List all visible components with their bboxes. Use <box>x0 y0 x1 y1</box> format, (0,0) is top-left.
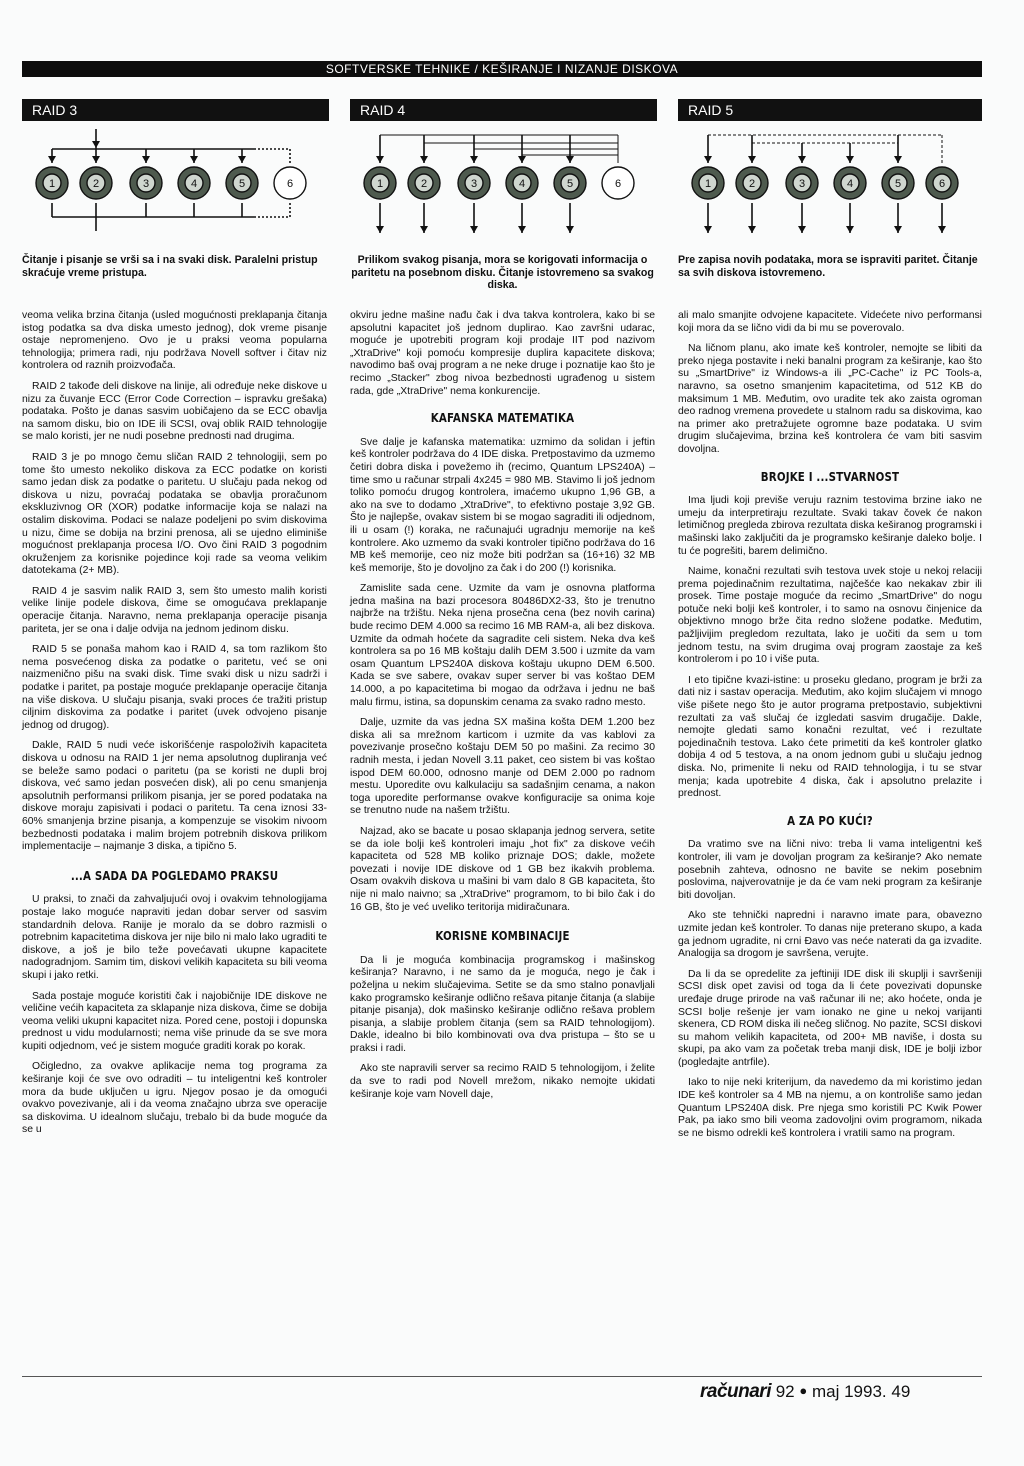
paragraph: RAID 4 je sasvim nalik RAID 3, sem što umesto malih koristi velike linije podele diskova, čime se omogućava preklapanje operacije čitanja. Naravno, nema preklapanja operacije pisanja pariteta, jer se ona i dalje odvija na jednom jedinom disku. <box>22 585 327 635</box>
paragraph: Dakle, RAID 5 nudi veće iskorišćenje raspoloživih kapaciteta diskova u odnosu na RAID 1 jer nema apsolutnog dupliranja već se beleže samo podaci o paritetu (pa se koristi ne dupli broj diskova, već samo jedan posvećen disk), ali po cenu smanjenja apsolutnih performansi prilikom pisanja, jer se pored podataka na diskove moraju zapisivati i podaci o paritetu. Ta cena iznosi 33-60% smanjenja brzine pisanja, a kompenzuje se visokim nivoom bezbednosti podataka i malim brojem potrebnih diskova prilikom implementacije – najmanje 3 diska, a tipično 5. <box>22 740 327 853</box>
raid3-title: RAID 3 <box>22 99 329 121</box>
paragraph: Dalje, uzmite da vas jedna SX mašina košta DEM 1.200 bez diska ali sa mrežnom karticom i uzmite da vas kablovi za povezivanje prosečno koštaju DEM 50 po mašini. Za recimo 30 radnih mesta, i jedan Novell 3.11 paket, ceo sistem bi vas koštao ispod DEM 60.000, odnosno manje od DEM 2.000 po radnom mestu. Uporedite ovu kalkulaciju sa sadašnjim cenama, a nakon toga uporedite performanse ovakve konfiguracije sa onima koje se trenutno nude na našem tržištu. <box>350 717 655 817</box>
paragraph: U praksi, to znači da zahvaljujući ovoj i ovakvim tehnologijama postaje lako moguće napraviti jedan dobar server od sasvim standardnih delova. Ranije je moralo da se dobro razmisli o potrebnim kapacitetima diskova jer nije bilo ni malo lako ugraditi te diskove, a još je bilo teže povećavati ukupne kapacitete nadogradnjom. Samim tim, diskovi velikih kapaciteta su bili veoma skupi i jako retki. <box>22 894 327 981</box>
disk-label: 3 <box>470 178 478 190</box>
disk-label: 2 <box>420 178 428 190</box>
paragraph: Na ličnom planu, ako imate keš kontroler, nemojte se libiti da preko njega postavite i neki banalni program za keširanje, kao što su „SmartDrive" iz Windows-a ili „PC-Cache" iz PC Tools-a, naravno, sa osetno smanjenim kapacitetima, od 512 KB do maksimum 1 MB. Međutim, ovo uradite tek ako zaista ogroman deo radnog vremena provedete u stalnom radu sa diskovima, kao na primer ako pretražujete ogromne baze podataka. U svim drugim slučajevima, brzina keš kontrolera će vam biti sasvim dovoljna. <box>678 343 982 455</box>
paragraph: I eto tipične kvazi-istine: u proseku gledano, program je brži za dati niz i sastav operacija. Međutim, ako kojim slučajem vi mnogo više pišete nego što je autor programa pretpostavio, subjektivni rezultati za vaš slučaj će izgledati sasvim drugačije. Dakle, nemojte gledati samo konačni rezultat, već i rezultate pojedinačnih testova. Lako ćete primetiti da keš kontroler glatko dobija 4 od 5 testova, a na onom jednom gubi u slučaju jednog diska. No, primenite li neku od RAID tehnologija, i tu se stvar menja; kada upotrebite 4 diska, čak i apsolutno prelazite i prednost. <box>678 674 982 800</box>
paragraph: okviru jedne mašine nađu čak i dva takva kontrolera, kako bi se apsolutni kapacitet još jednom duplirao. Kao završni udarac, moguće je upotrebiti program koji prodaje IIT pod nazivom „XtraDrive" koji pomoću kompresije duplira kapacitete diskova; navodimo baš ovaj program a ne neke druge i poznatije kao što je recimo „Stacker" zbog nivoa bezbednosti ugrađenog u sistem rada, gde „XtraDrive" nema konkurencije. <box>350 310 655 397</box>
paragraph: Ako ste tehnički napredni i naravno imate para, obavezno uzmite jedan keš kontroler. To danas nije preterano skupo, a kada ga jednom ugradite, ni crni Đavo vas neće naterati da ga izvadite. Analogija sa drogom je savršena, verujte. <box>678 910 982 960</box>
paragraph: veoma velika brzina čitanja (usled mogućnosti preklapanja čitanja istog podatka sa dva diska umesto jednog), dok vreme pisanje ostaje nepromenjeno. Ovo je u praksi veoma popularna tehnologija; primera radi, nju podržava Novell softver i čitav niz kontrolera od raznih proizvođača. <box>22 310 327 372</box>
disk-label: 6 <box>286 178 294 190</box>
raid3-diagram <box>22 121 329 241</box>
raid4-diagram <box>350 121 657 241</box>
paragraph: Iako to nije neki kriterijum, da navedemo da mi koristimo jedan IDE keš kontroler sa 4 MB na njemu, a on kontroliše samo jedan Quantum LPS240A disk. Pre njega smo koristili PC Kwik Power Pak, pa iako smo bili veoma zadovoljni ovim programom, nikada se ne bismo odrekli keš kontrolera i vratili samo na program. <box>678 1077 982 1139</box>
raid3-caption: Čitanje i pisanje se vrši sa i na svaki disk. Paralelni pristup skraćuje vreme pristupa. <box>22 254 318 279</box>
section-heading: ...A SADA DA POGLEDAMO PRAKSU <box>70 867 279 883</box>
section-title: SOFTVERSKE TEHNIKE / KEŠIRANJE I NIZANJE DISKOVA <box>22 61 982 77</box>
disk-label: 5 <box>894 178 902 190</box>
disk-label: 1 <box>704 178 712 190</box>
raid5-title: RAID 5 <box>678 99 982 121</box>
raid5-panel <box>678 99 982 241</box>
disk-label: 5 <box>566 178 574 190</box>
raid5-diagram <box>678 121 982 241</box>
section-heading: KORISNE KOMBINACIJE <box>435 928 570 944</box>
paragraph: Zamislite sada cene. Uzmite da vam je osnovna platforma jedna mašina na bazi procesora 80486DX2-33, što je trenutno najbrže na tržištu. Neka njena prosečna cena (bez novih carina) bude recimo DEM 4.000 sa recimo 16 MB RAM-a, ali bez diskova. Uzmite da odmah hoćete da sagradite celi sistem. Neka dva keš kontrolera sa po 16 MB koštaju dalih DEM 3.500 i uzmite da vam osam Quantum LPS240A diskova koštaju ukupno DEM 6.500. Kada se sve sabere, ovakav super server bi vas koštao DEM 14.000, a po kapacitetima bi mogao da održava i jednu ne baš malu firmu, istina, sa dopunskim cenama za svako radno mesto. <box>350 583 655 708</box>
disk-label: 1 <box>376 178 384 190</box>
paragraph: Sve dalje je kafanska matematika: uzmimo da solidan i jeftin keš kontroler podržava do 4 IDE diska. Pretpostavimo da uzmemo četiri dobra diska i povežemo ih (recimo, Quantum LPS240A) – time smo u računar strpali 4x245 = 980 MB. Stavimo li još jednom toliko pomoću drugog kontrolera, imaćemo ukupno 1,96 GB, a ako na sve to dodamo „XtraDrive", to efektivno postaje 3,92 GB. Što je najlepše, ovakav sistem bi se mogao sagraditi ili odjednom, ili u osam (!) koraka, ne računajući ugradnju memorije na keš kontrolere. Ako uzmemo da svaki kontroler tipično podržava do 16 MB keš memorije, ceo niz može biti podržan sa (16+16) 32 MB keš memorije, što je dovoljno za čak i do 200 (!) korisnika. <box>350 436 655 574</box>
paragraph: RAID 2 takođe deli diskove na linije, ali određuje neke diskove u nizu za čuvanje ECC (Error Code Correction – ispravku grešaka) podataka. Pošto je danas sasvim uobičajeno da se ECC obavlja na samom disku, bio on IDE ili SCSI, ovaj oblik RAID tehnologije se malo koristi, jer ne nudi posebne prednosti nad drugima. <box>22 380 327 443</box>
paragraph: RAID 3 je po mnogo čemu sličan RAID 2 tehnologiji, sem po tome što umesto nekoliko diskova za ECC podatke on koristi samo jedan disk za podatke o paritetu. U slučaju pada nekog od diskova u nizu, povraćaj podataka se obavlja proračunom ekskluzivnog OR (XOR) podatke informacije koja se nalazi na ostalim diskovima. Podaci se nalaze podeljeni po svim diskovima u nizu, čime se dobija na brzini prenosa, ali se ujedno eliminiše mogućnost preklapanja procesa I/O. Ovo čini RAID 3 pogodnim okruženjem za korisnike pojedince koji rade sa veoma velikim datotekama (2+ MB). <box>22 451 327 577</box>
disk-label: 4 <box>190 178 198 190</box>
disk-label: 3 <box>798 178 806 190</box>
paragraph: Da li je moguća kombinacija programskog i mašinskog keširanja? Naravno, i ne samo da je moguća, nego je čak i poželjna u nekim slučajevima. Setite se da smo stalno ponavljali kako programsko keširanje odlično rešava pitanje čitanja (a slabije pitanje pisanja), dok mašinsko keširanje odlično rešava problem pisanja, a slabije problem čitanja (sem sa RAID tehnologijom). Dakle, idealno bi bilo kombinovati ova dva pristupa – što se u praksi i radi. <box>350 954 655 1054</box>
raid4-title: RAID 4 <box>350 99 657 121</box>
disk-label: 1 <box>48 178 56 190</box>
raid3-panel <box>22 99 329 241</box>
page-number: 49 <box>891 1382 911 1401</box>
disk-label: 4 <box>518 178 526 190</box>
disk-label: 3 <box>142 178 150 190</box>
disk-label: 2 <box>92 178 100 190</box>
disk-label: 6 <box>614 178 622 190</box>
article-column-1 <box>22 310 327 1145</box>
paragraph: Sada postaje moguće koristiti čak i najobičnije IDE diskove ne veličine većih kapaciteta za sklapanje niza diskova, čime se dobija veoma veliki ukupni kapacitet niza. Pored cene, postoji i dopunska prednost u vidu modularnosti; nema više prinude da se sve mora kupiti odjednom, već je sistem moguće graditi korak po korak. <box>22 990 327 1052</box>
section-heading: A ZA PO KUĆI? <box>787 812 873 828</box>
issue-date: maj 1993. <box>811 1382 887 1401</box>
disk-label: 6 <box>938 178 946 190</box>
paragraph: Da li da se opredelite za jeftiniji IDE disk ili skuplji i savršeniji SCSI disk opet zavisi od toga da li ćete povezivati dopunske uređaje druge prirode na vaš računar ili ne; ako hoćete, onda je SCSI bolje rešenje jer vam ionako ne gine u nekoj varijanti skenera, CD ROM diska ili nečeg sličnog. No pazite, SCSI diskovi su mahom velikih kapaciteta, od 200+ MB naviše, i dosta su skupi, pa ako vam za početak treba manji disk, IDE je bolji izbor (pogledajte antrfile). <box>678 968 982 1068</box>
section-heading: KAFANSKA MATEMATIKA <box>430 410 575 426</box>
article-column-2 <box>350 310 655 1109</box>
disk-label: 2 <box>748 178 756 190</box>
page-footer <box>700 1381 910 1403</box>
issue-number: 92 <box>775 1382 795 1401</box>
article-column-3 <box>678 310 982 1148</box>
disk-label: 4 <box>846 178 854 190</box>
paragraph: RAID 5 se ponaša mahom kao i RAID 4, sa tom razlikom što nema posvećenog diska za podatke o paritetu, već se oni naizmenično pišu na svaki disk. Time svaki disk u nizu sadrži i podatke i paritet, pa postaje moguće preklapanje operacije čitanja na više diskova. U slučaju pisanja, svaki proces će tražiti pristup ciljnim diskovima za podatke i paritet (uvek odvojeno pisanje jednog od drugog). <box>22 644 327 731</box>
paragraph: ali malo smanjite odvojene kapacitete. Videćete nivo performansi koji mora da se lično vidi da bi mu se poverovalo. <box>678 310 982 334</box>
bullet-icon: ● <box>799 1383 808 1398</box>
paragraph: Naime, konačni rezultati svih testova uvek stoje u nekoj relaciji prema pojedinačnim rezultatima, najčešće kao nekakav zbir ili prosek. Time postaje moguće da recimo „SmartDrive" do nogu potuče neki bolji keš kontroler, i to samo na osnovu činjenice da objektivno mnogo brže čita redno složene podatke. Međutim, pažljivijim pregledom rezultata, lako je uočiti da sem u tom jednom testu, na svim drugima ovaj program zaostaje za keš kontrolerom i po 10 i više puta. <box>678 566 982 666</box>
raid5-caption: Pre zapisa novih podataka, mora se ispraviti paritet. Čitanje sa svih diskova istovremeno. <box>678 254 978 279</box>
raid4-panel <box>350 99 657 241</box>
footer-rule <box>22 1376 982 1377</box>
paragraph: Očigledno, za ovakve aplikacije nema tog programa za keširanje koji će sve ovo odraditi – tu inteligentni keš kontroler mora da bude uključen u igru. Njegov posao je da omogući ovakvo povezivanje, ali i da veoma značajno ubrza sve operacije sa diskovima. U idealnom slučaju, trebalo bi da bude moguće da se u <box>22 1061 327 1136</box>
paragraph: Ima ljudi koji previše veruju raznim testovima brzine iako ne umeju da interpretiraju rezultate. Svaki takav čovek će nakon letimičnog pregleda zbirova rezultata diska keširanog programski i mašinski lako zaključiti da je programsko keširanje daleko bolje. I tu će pogrešiti, barem delimično. <box>678 495 982 557</box>
paragraph: Ako ste napravili server sa recimo RAID 5 tehnologijom, i želite da sve to radi pod Novell mrežom, nikako nemojte ukidati keširanje koje vam Novell daje, <box>350 1063 655 1100</box>
paragraph: Najzad, ako se bacate u posao sklapanja jednog servera, setite se da iole bolji keš kontroleri imaju „hot fix" za diskove većih kapaciteta od 528 MB koliko priznaje DOS; dakle, možete povezati i novije IDE diskove od 1 GB bez ikakvih problema. Osam ovakvih diskova u mašini bi vam dalo 8 GB kapaciteta, što nije ni malo naivno; sa „XtraDrive" programom, to bi bilo čak i do 16 GB, što je već uveliko teritorija midiračunara. <box>350 825 655 913</box>
magazine-brand: računari <box>700 1381 771 1402</box>
section-heading: BROJKE I ...STVARNOST <box>760 468 900 484</box>
raid4-caption: Prilikom svakog pisanja, mora se korigovati informacija o paritetu na posebnom disku. Čitanje istovremeno sa svakog diska. <box>351 254 654 291</box>
paragraph: Da vratimo sve na lični nivo: treba li vama inteligentni keš kontroler, ili vam je dovoljan program za keširanje? Ako nemate posebnih zahteva, odnosno ne bavite se nekim posebnim poslovima, najverovatnije je da će vam neki program za keširanje biti dovoljan. <box>678 839 982 901</box>
disk-label: 5 <box>238 178 246 190</box>
